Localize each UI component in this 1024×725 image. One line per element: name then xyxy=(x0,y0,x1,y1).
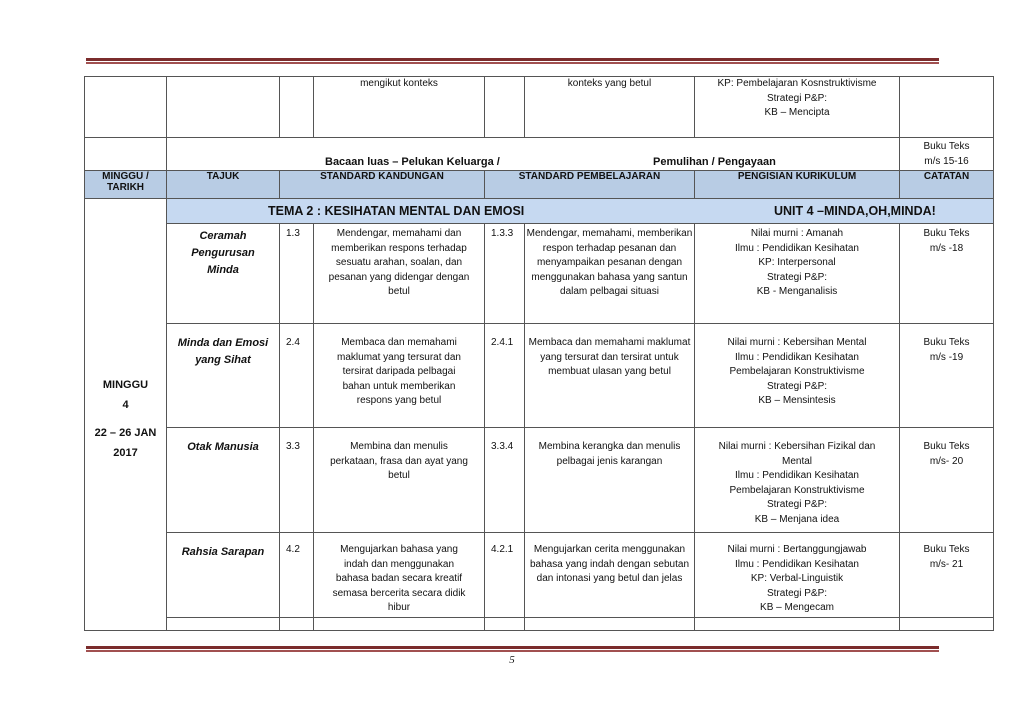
pengisian-cell: Nilai murni : Kebersihan Mental Ilmu : Pendidikan Kesihatan Pembelajaran Konstruktivisme Strategi P&P: KB – Mensintesis xyxy=(695,324,900,428)
sp-code: 3.3.4 xyxy=(485,428,525,533)
minggu-year: 2017 xyxy=(113,446,138,459)
table-row xyxy=(85,428,994,533)
sk-text: Mendengar, memahami dan memberikan respons terhadap sesuatu arahan, soalan, dan pesanan yang didengar dengan betul xyxy=(314,224,485,324)
banner-pemulihan: Pemulihan / Pengayaan xyxy=(653,156,776,168)
page-number: 5 xyxy=(509,654,515,666)
sk-code: 1.3 xyxy=(280,224,314,324)
empty-row xyxy=(85,618,994,631)
sp-code: 2.4.1 xyxy=(485,324,525,428)
unit-title: UNIT 4 –MINDA,OH,MINDA! xyxy=(774,204,936,218)
sp-text: Mendengar, memahami, memberikan respon terhadap pesanan dan menyampaikan pesanan dengan menggunakan bahasa yang santun dalam pelbagai situasi xyxy=(525,224,695,324)
banner-row xyxy=(85,138,994,171)
continued-row xyxy=(85,77,994,138)
header-standard-pembelajaran: STANDARD PEMBELAJARAN xyxy=(485,171,695,199)
sk-text: Membaca dan memahami maklumat yang tersurat dan tersirat daripada pelbagai bahan untuk memberikan respons yang betul xyxy=(314,324,485,428)
minggu-cell xyxy=(85,199,167,631)
sp-code: 4.2.1 xyxy=(485,533,525,618)
header-minggu: MINGGU / TARIKH xyxy=(85,171,167,199)
table-row xyxy=(85,224,994,324)
tajuk-cell: Minda dan Emosi yang Sihat xyxy=(167,324,280,428)
sp-code: 1.3.3 xyxy=(485,224,525,324)
sk-code: 2.4 xyxy=(280,324,314,428)
minggu-label: MINGGU xyxy=(102,378,149,391)
pengisian-cell: Nilai murni : Amanah Ilmu : Pendidikan Kesihatan KP: Interpersonal Strategi P&P: KB - Menganalisis xyxy=(695,224,900,324)
table-row xyxy=(85,324,994,428)
catatan-cell: Buku Teks m/s -19 xyxy=(900,324,994,428)
pengisian-cell: Nilai murni : Kebersihan Fizikal dan Mental Ilmu : Pendidikan Kesihatan Pembelajaran Konstruktivisme Strategi P&P: KB – Menjana idea xyxy=(695,428,900,533)
minggu-dates: 22 – 26 JAN xyxy=(94,426,157,439)
tema-title: TEMA 2 : KESIHATAN MENTAL DAN EMOSI xyxy=(268,204,525,218)
catatan-cell: Buku Teks m/s- 20 xyxy=(900,428,994,533)
prev-standard-pembelajaran: konteks yang betul xyxy=(525,77,695,138)
tajuk-cell: Otak Manusia xyxy=(167,428,280,533)
banner-catatan: Buku Teks m/s 15-16 xyxy=(900,138,994,171)
sk-code: 3.3 xyxy=(280,428,314,533)
sk-text: Membina dan menulis perkataan, frasa dan ayat yang betul xyxy=(314,428,485,533)
lesson-plan-table xyxy=(84,76,994,631)
sp-text: Membina kerangka dan menulis pelbagai jenis karangan xyxy=(525,428,695,533)
bottom-rule xyxy=(86,646,939,652)
tajuk-cell: Rahsia Sarapan xyxy=(167,533,280,618)
prev-pengisian: KP: Pembelajaran Kosnstruktivisme Strategi P&P: KB – Mencipta xyxy=(695,77,900,138)
catatan-cell: Buku Teks m/s -18 xyxy=(900,224,994,324)
tajuk-cell: Ceramah Pengurusan Minda xyxy=(167,224,280,324)
sp-text: Mengujarkan cerita menggunakan bahasa yang indah dengan sebutan dan intonasi yang betul dan jelas xyxy=(525,533,695,618)
sp-text: Membaca dan memahami maklumat yang tersurat dan tersirat untuk membuat ulasan yang betul xyxy=(525,324,695,428)
sk-code: 4.2 xyxy=(280,533,314,618)
table-header xyxy=(85,171,994,199)
banner-bacaan-luas: Bacaan luas – Pelukan Keluarga / xyxy=(325,156,500,168)
header-standard-kandungan: STANDARD KANDUNGAN xyxy=(280,171,485,199)
top-rule xyxy=(86,58,939,64)
pengisian-cell: Nilai murni : Bertanggungjawab Ilmu : Pendidikan Kesihatan KP: Verbal-Linguistik Strategi P&P: KB – Mengecam xyxy=(695,533,900,618)
sk-text: Mengujarkan bahasa yang indah dan menggunakan bahasa badan secara kreatif semasa bercerita secara didik hibur xyxy=(314,533,485,618)
header-pengisian: PENGISIAN KURIKULUM xyxy=(695,171,900,199)
header-catatan: CATATAN xyxy=(900,171,994,199)
header-tajuk: TAJUK xyxy=(167,171,280,199)
catatan-cell: Buku Teks m/s- 21 xyxy=(900,533,994,618)
minggu-number: 4 xyxy=(122,398,129,411)
tema-row xyxy=(85,199,994,224)
prev-standard-kandungan: mengikut konteks xyxy=(314,77,485,138)
table-row xyxy=(85,533,994,618)
